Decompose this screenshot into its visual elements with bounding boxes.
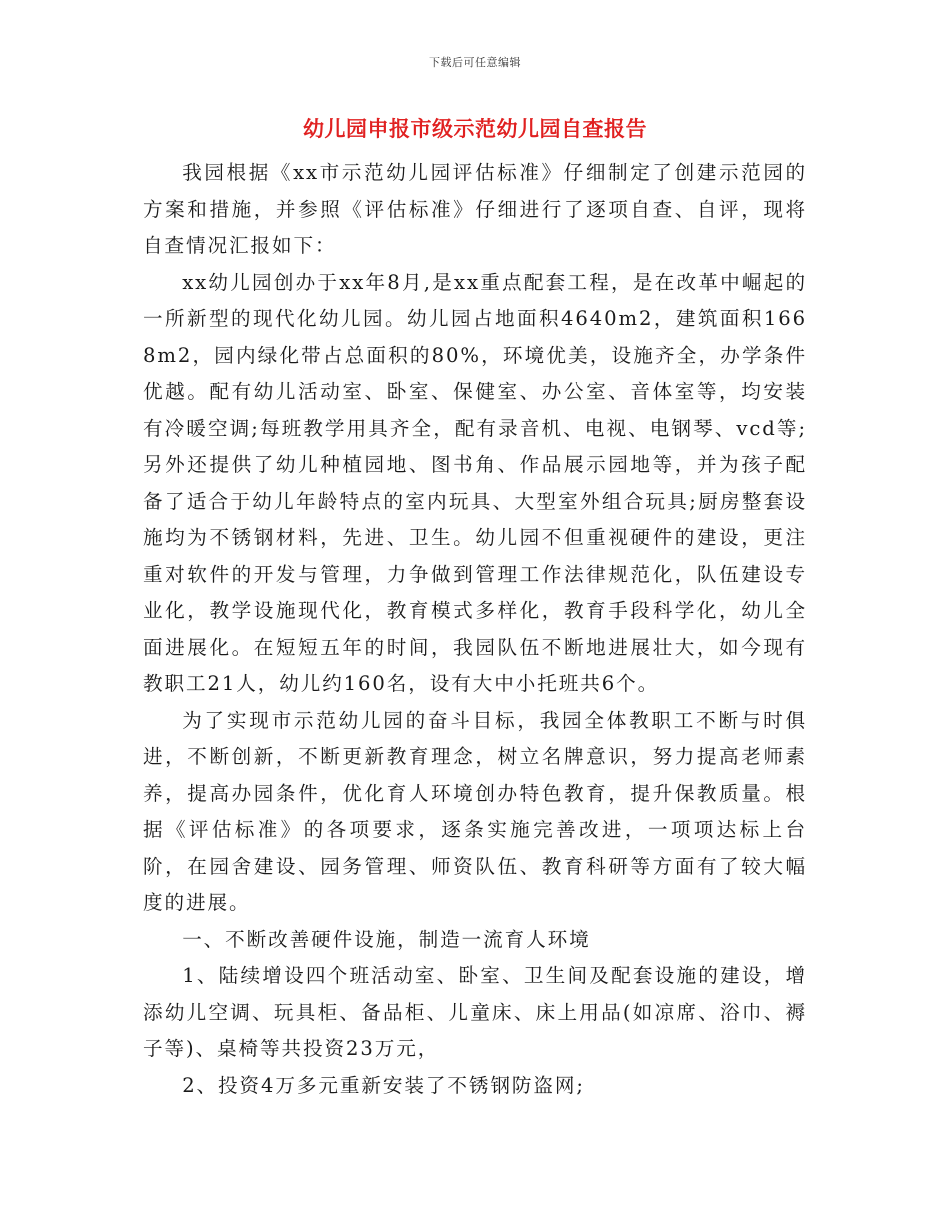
section-heading-1: 一、不断改善硬件设施，制造一流育人环境 [182, 927, 591, 951]
header-note: 下载后可任意编辑 [429, 56, 521, 69]
paragraph-intro: 我园根据《xx市示范幼儿园评估标准》仔细制定了创建示范园的方案和措施，并参照《评估标准》仔细进行了逐项自查、自评，现将自查情况汇报如下： [143, 161, 807, 257]
list-item-2: 2、投资4万多元重新安装了不锈钢防盗网; [182, 1073, 585, 1097]
paragraph-overview: xx幼儿园创办于xx年8月,是xx重点配套工程，是在改革中崛起的一所新型的现代化幼儿园。幼儿园占地面积4640m2，建筑面积1668m2，园内绿化带占总面积的80%，环境优美，设施齐全，办学条件优越。配有幼儿活动室、卧室、保健室、办公室、音体室等，均安装有冷暖空调;每班教学用具齐全，配有录音机、电视、电钢琴、vcd等;另外还提供了幼儿种植园地、图书角、作品展示园地等，并为孩子配备了适合于幼儿年龄特点的室内玩具、大型室外组合玩具;厨房整套设施均为不锈钢材料，先进、卫生。幼儿园不但重视硬件的建设，更注重对软件的开发与管理，力争做到管理工作法律规范化，队伍建设专业化，教学设施现代化，教育模式多样化，教育手段科学化，幼儿全面进展化。在短短五年的时间，我园队伍不断地进展壮大，如今现有教职工21人，幼儿约160名，设有大中小托班共6个。 [143, 270, 807, 695]
list-item-1: 1、陆续增设四个班活动室、卧室、卫生间及配套设施的建设，增添幼儿空调、玩具柜、备品柜、儿童床、床上用品(如凉席、浴巾、褥子等)、桌椅等共投资23万元， [143, 964, 807, 1060]
paragraph-goals: 为了实现市示范幼儿园的奋斗目标，我园全体教职工不断与时俱进，不断创新，不断更新教育理念，树立名牌意识，努力提高老师素养，提高办园条件，优化育人环境创办特色教育，提升保教质量。根据《评估标准》的各项要求，逐条实施完善改进，一项项达标上台阶，在园舍建设、园务管理、师资队伍、教育科研等方面有了较大幅度的进展。 [143, 708, 807, 914]
document-body [143, 155, 807, 1104]
document-title: 幼儿园申报市级示范幼儿园自查报告 [303, 117, 647, 141]
